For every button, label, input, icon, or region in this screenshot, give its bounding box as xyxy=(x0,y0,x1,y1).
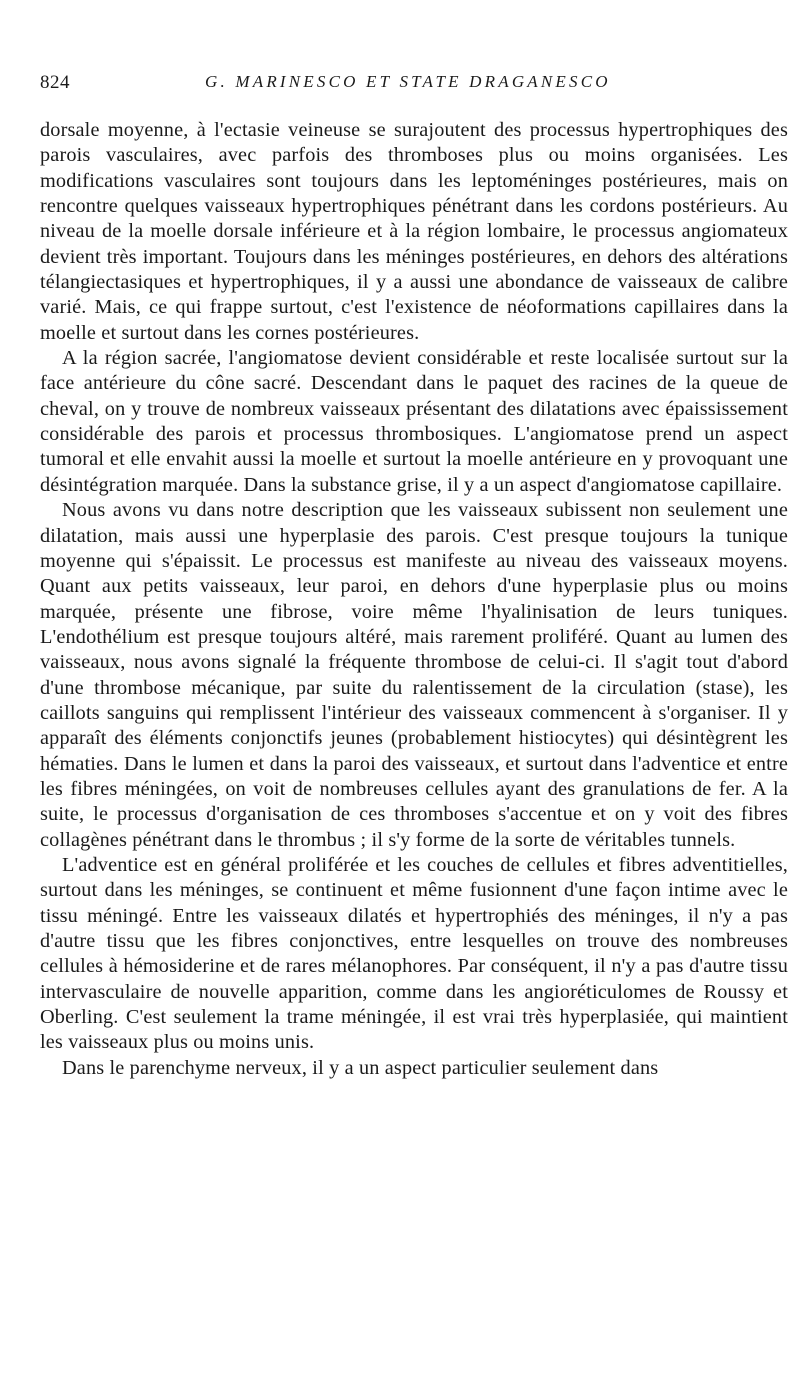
paragraph-2: A la région sacrée, l'angiomatose devient considérable et reste localisée surtout sur la face antérieure du cône sacré. Descendant dans le paquet des racines de la queue de cheval, on y trouve de nombreux vaisseaux présentant des dilatations avec épaississement considérable des parois et processus thrombosiques. L'angiomatose prend un aspect tumoral et elle envahit aussi la moelle et surtout la moelle antérieure en y provoquant une désintégration marquée. Dans la substance grise, il y a un aspect d'angiomatose capillaire. xyxy=(40,347,788,496)
paragraph-4: L'adventice est en général proliférée et les couches de cellules et fibres adventitielles, surtout dans les méninges, se continuent et même fusionnent d'une façon intime avec le tissu méningé. Entre les vaisseaux dilatés et hypertrophiés des méninges, il n'y a pas d'autre tissu que les fibres conjonctives, entre lesquelles on trouve des nombreuses cellules à hémosiderine et de rares mélanophores. Par conséquent, il n'y a pas d'autre tissu intervasculaire de nouvelle apparition, comme dans les angioréticulomes de Roussy et Oberling. C'est seulement la trame méningée, il est vrai très hyperplasiée, qui maintient les vaisseaux plus ou moins unis. xyxy=(40,853,788,1054)
page-number: 824 xyxy=(40,72,70,93)
paragraph-5: Dans le parenchyme nerveux, il y a un aspect particulier seulement dans xyxy=(62,1056,659,1079)
paragraph-1: dorsale moyenne, à l'ectasie veineuse se surajoutent des processus hypertrophiques des parois vasculaires, avec parfois des thromboses plus ou moins organisées. Les modifications vasculaires sont toujours dans les leptoméninges postérieures, mais on rencontre quelques vaisseaux hypertrophiques pénétrant dans les cordons postérieurs. Au niveau de la moelle dorsale inférieure et à la région lombaire, le processus angiomateux devient très important. Toujours dans les méninges postérieures, en dehors des altérations télangiectasiques et hypertrophiques, il y a aussi une abondance de vaisseaux de calibre varié. Mais, ce qui frappe surtout, c'est l'existence de néoformations capillaires dans la moelle et surtout dans les cornes postérieures. xyxy=(40,119,788,344)
paragraph-3: Nous avons vu dans notre description que les vaisseaux subissent non seulement une dilatation, mais aussi une hyperplasie des parois. C'est presque toujours la tunique moyenne qui s'épaissit. Le processus est manifeste au niveau des vaisseaux moyens. Quant aux petits vaisseaux, leur paroi, en dehors d'une hyperplasie plus ou moins marquée, présente une fibrose, voire même l'hyalinisation de leurs tuniques. L'endothélium est presque toujours altéré, mais rarement proliféré. Quant au lumen des vaisseaux, nous avons signalé la fréquente thrombose de celui-ci. Il s'agit tout d'abord d'une thrombose mécanique, par suite du ralentissement de la circulation (stase), les caillots sanguins qui remplissent l'intérieur des vaisseaux commencent à s'organiser. Il y apparaît des éléments conjonctifs jeunes (probablement histiocytes) qui désintègrent les hématies. Dans le lumen et dans la paroi des vaisseaux, et surtout dans l'adventice et entre les fibres méningées, on voit de nombreuses cellules ayant des granulations de fer. A la suite, le processus d'organisation de ces thromboses s'accentue et on y voit des fibres collagènes pénétrant dans le thrombus ; il s'y forme de la sorte de véritables tunnels. xyxy=(40,499,788,851)
running-head xyxy=(40,72,788,102)
body-text xyxy=(40,118,788,1081)
running-head-authors: G. MARINESCO ET STATE DRAGANESCO xyxy=(205,72,611,91)
